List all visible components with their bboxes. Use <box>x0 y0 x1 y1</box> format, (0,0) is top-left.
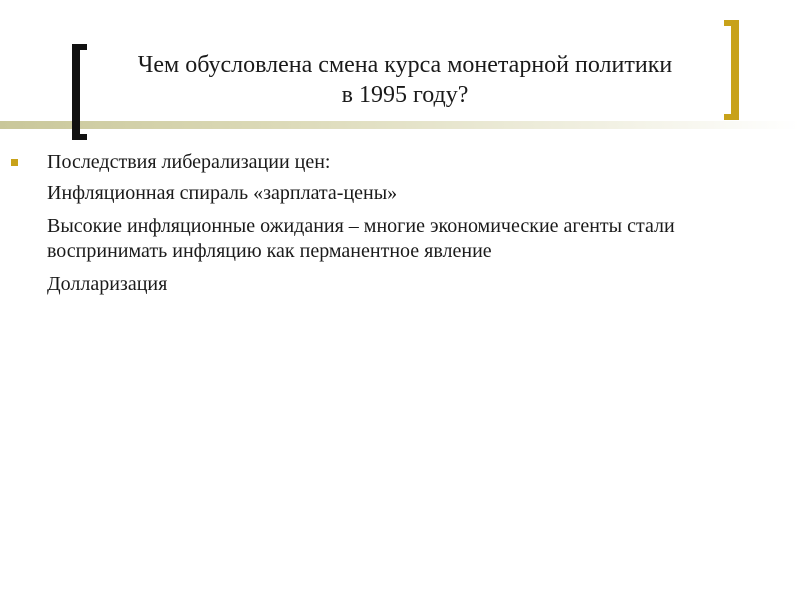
title-underline-band <box>0 121 800 129</box>
slide-title <box>90 50 720 110</box>
sub-item-wage-price-spiral: Инфляционная спираль «зарплата-цены» <box>47 182 398 204</box>
right-bracket-decoration <box>724 20 739 120</box>
slide-title-line-2: в 1995 году? <box>341 82 469 108</box>
bullet-square-icon <box>11 159 18 166</box>
sub-item-dollarization: Долларизация <box>47 273 168 295</box>
left-bracket-decoration <box>72 44 87 140</box>
slide-title-line-1: Чем обусловлена смена курса монетарной политики <box>137 52 673 78</box>
bullet-item-price-liberalization: Последствия либерализации цен: <box>47 151 331 173</box>
sub-item-inflation-expectations: Высокие инфляционные ожидания – многие экономические агенты стали воспринимать инфляцию как перманентное явление <box>47 215 675 262</box>
